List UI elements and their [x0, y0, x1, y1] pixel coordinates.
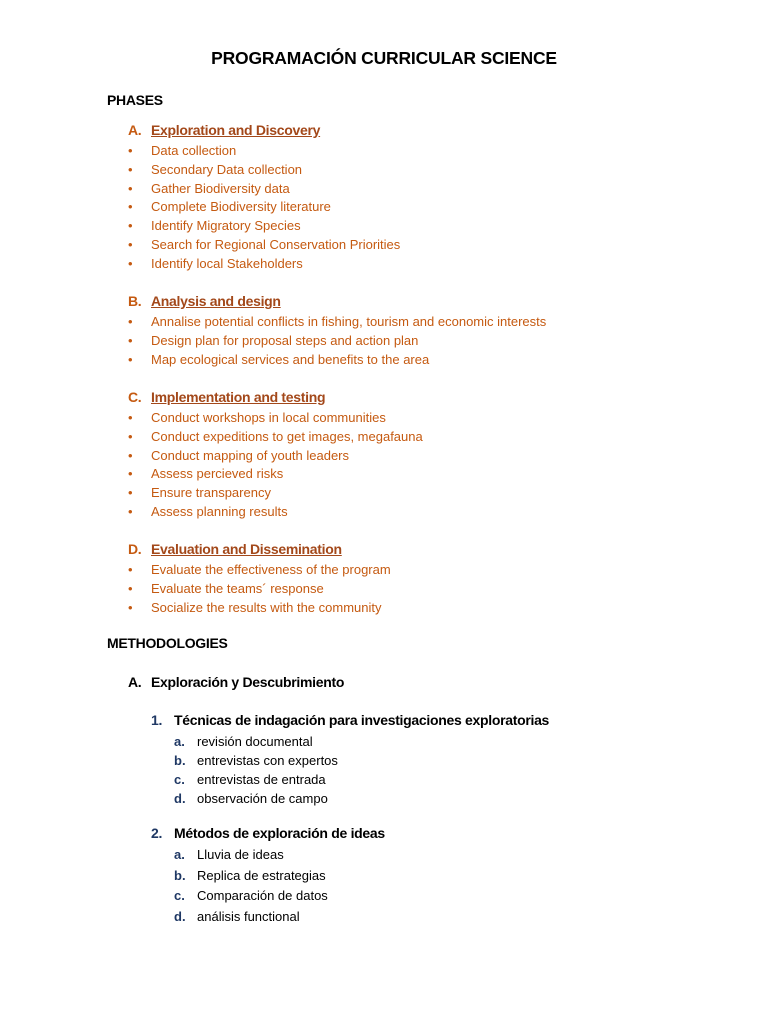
technique-number: 1. [151, 712, 163, 728]
list-item [128, 484, 728, 503]
list-item [151, 770, 751, 789]
list-item-text: entrevistas de entrada [197, 772, 326, 787]
list-item-text: Socialize the results with the community [151, 599, 382, 615]
bullet: • [128, 351, 133, 367]
phase-b-header [128, 293, 728, 313]
list-item-text: observación de campo [197, 791, 328, 806]
list-item [128, 180, 728, 199]
bullet: • [128, 599, 133, 615]
phase-d [128, 541, 728, 617]
list-item-text: Annalise potential conflicts in fishing, tourism and economic interests [151, 314, 547, 329]
list-item [128, 561, 728, 580]
bullet: • [128, 236, 133, 252]
list-item [151, 886, 751, 907]
phase-a [128, 122, 728, 274]
list-item-text: Lluvia de ideas [197, 847, 284, 862]
list-item-text: Search for Regional Conservation Priorities [151, 236, 401, 252]
bullet: • [128, 428, 133, 444]
bullet: • [128, 485, 133, 501]
sub-letter: d. [174, 908, 186, 924]
list-item-text: Evaluate the teams´ response [151, 580, 324, 596]
list-item [128, 313, 728, 332]
list-item [128, 142, 728, 161]
phase-c [128, 389, 728, 522]
methodology-letter: A. [128, 674, 142, 690]
sub-letter: a. [174, 847, 185, 862]
list-item-text: Conduct expeditions to get images, megafauna [151, 428, 423, 444]
technique-number: 2. [151, 825, 163, 841]
list-item [151, 751, 751, 770]
phase-a-header [128, 122, 728, 142]
list-item [128, 236, 728, 255]
list-item-text: Ensure transparency [151, 485, 271, 501]
bullet: • [128, 466, 133, 482]
bullet: • [128, 332, 133, 348]
sub-letter: b. [174, 867, 186, 883]
list-item [128, 217, 728, 236]
bullet: • [128, 180, 133, 196]
list-item-text: Conduct workshops in local communities [151, 410, 386, 425]
list-item-text: Assess planning results [151, 503, 288, 519]
bullet: • [128, 199, 133, 215]
bullet: • [128, 580, 133, 596]
bullet: • [128, 255, 133, 271]
list-item [151, 845, 751, 866]
sub-letter: c. [174, 888, 185, 903]
list-item-text: Conduct mapping of youth leaders [151, 447, 350, 463]
list-item [128, 332, 728, 351]
sub-letter: c. [174, 772, 185, 787]
phase-title: Analysis and design [151, 293, 281, 309]
phase-d-list [128, 561, 728, 617]
phase-title: Exploration and Discovery [151, 122, 321, 138]
list-item [128, 255, 728, 274]
sub-letter: d. [174, 791, 186, 806]
list-item-text: Map ecological services and benefits to the area [151, 351, 430, 367]
technique-title: Técnicas de indagación para investigaciones exploratorias [174, 712, 550, 728]
list-item [151, 907, 751, 928]
list-item-text: Design plan for proposal steps and action plan [151, 332, 419, 348]
list-item-text: Evaluate the effectiveness of the program [151, 562, 391, 577]
technique-2-list [151, 845, 751, 927]
list-item-text: revisión documental [197, 734, 313, 749]
list-item-text: Comparación de datos [197, 888, 328, 903]
list-item-text: Complete Biodiversity literature [151, 199, 331, 215]
phases-heading: PHASES [107, 92, 163, 108]
list-item [128, 580, 728, 599]
bullet: • [128, 218, 133, 234]
phase-b-list [128, 313, 728, 369]
phase-letter: B. [128, 293, 142, 309]
bullet: • [128, 314, 133, 329]
phase-letter: C. [128, 389, 142, 405]
phase-c-list [128, 409, 728, 522]
phase-title: Evaluation and Dissemination [151, 541, 342, 557]
bullet: • [128, 161, 133, 177]
technique-header [151, 825, 751, 845]
phase-b [128, 293, 728, 369]
list-item [128, 447, 728, 466]
bullet: • [128, 143, 133, 158]
bullet: • [128, 410, 133, 425]
technique-2 [151, 825, 751, 927]
list-item [128, 351, 728, 370]
list-item [151, 789, 751, 808]
phase-title: Implementation and testing [151, 389, 326, 405]
methodologies-heading: METHODOLOGIES [107, 635, 228, 651]
list-item-text: Replica de estrategias [197, 867, 326, 883]
phase-d-header [128, 541, 728, 561]
list-item [128, 161, 728, 180]
phase-letter: A. [128, 122, 142, 138]
technique-title: Métodos de exploración de ideas [174, 825, 385, 841]
bullet: • [128, 447, 133, 463]
list-item [151, 866, 751, 887]
list-item-text: entrevistas con expertos [197, 753, 338, 768]
technique-1 [151, 712, 751, 808]
phase-a-list [128, 142, 728, 274]
list-item-text: Assess percieved risks [151, 466, 284, 482]
list-item [128, 428, 728, 447]
list-item [151, 732, 751, 751]
list-item [128, 409, 728, 428]
technique-header [151, 712, 751, 732]
list-item-text: Identify Migratory Species [151, 218, 301, 234]
methodology-label: Exploración y Descubrimiento [151, 674, 345, 690]
bullet: • [128, 503, 133, 519]
document-title: PROGRAMACIÓN CURRICULAR SCIENCE [211, 48, 557, 68]
list-item-text: Data collection [151, 143, 237, 158]
list-item [128, 198, 728, 217]
list-item [128, 465, 728, 484]
phase-letter: D. [128, 541, 142, 557]
sub-letter: b. [174, 753, 186, 768]
technique-1-list [151, 732, 751, 808]
bullet: • [128, 562, 133, 577]
list-item [128, 503, 728, 522]
list-item-text: Secondary Data collection [151, 161, 303, 177]
list-item-text: Identify local Stakeholders [151, 255, 303, 271]
list-item-text: Gather Biodiversity data [151, 180, 290, 196]
sub-letter: a. [174, 734, 185, 749]
list-item-text: análisis functional [197, 908, 300, 924]
list-item [128, 599, 728, 618]
phase-c-header [128, 389, 728, 409]
